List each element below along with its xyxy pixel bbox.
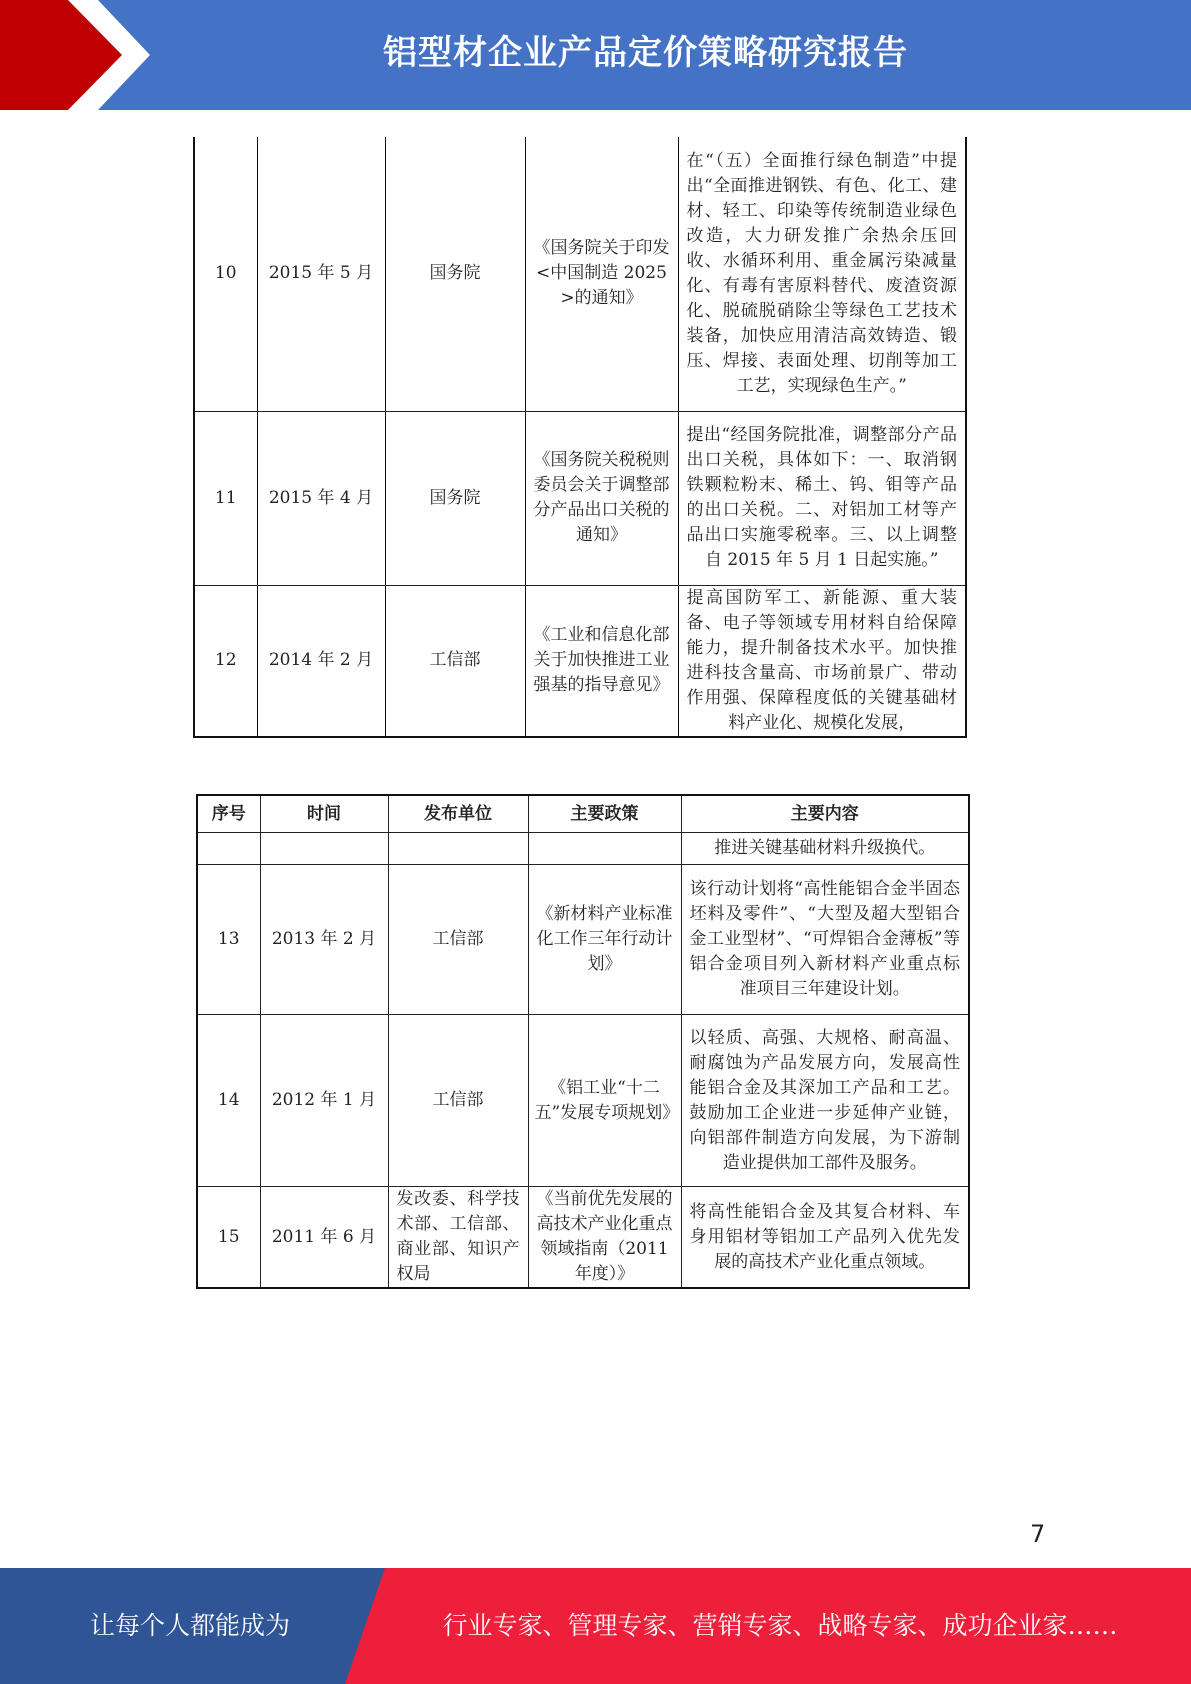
- header-number: 序号: [197, 795, 260, 833]
- table-row: [197, 833, 969, 865]
- row-date: 2014 年 2 月: [257, 585, 385, 737]
- row-dept: 国务院: [385, 137, 525, 411]
- row-content: 提高国防军工、新能源、重大装备、电子等领域专用材料自给保障能力，提升制备技术水平。加快推进科技含量高、市场前景广、带动作用强、保障程度低的关键基础材料产业化、规模化发展，: [678, 585, 966, 737]
- row-policy: 《当前优先发展的高技术产业化重点领域指南（2011 年度）》: [528, 1187, 681, 1289]
- row-policy: 《国务院关于印发<中国制造 2025>的通知》: [525, 137, 678, 411]
- header-band: [0, 0, 1191, 110]
- row-date: [260, 833, 388, 865]
- footer-slogan-right: 行业专家、管理专家、营销专家、战略专家、成功企业家……: [442, 1611, 1118, 1640]
- table-row: [197, 1015, 969, 1187]
- table-header-row: [197, 795, 969, 833]
- row-number: 11: [194, 411, 257, 585]
- page-number: 7: [1030, 1520, 1046, 1548]
- row-content: 该行动计划将“高性能铝合金半固态坯料及零件”、“大型及超大型铝合金工业型材”、“可焊铝合金薄板”等铝合金项目列入新材料产业重点标准项目三年建设计划。: [681, 865, 969, 1015]
- row-date: 2015 年 4 月: [257, 411, 385, 585]
- report-title: 铝型材企业产品定价策略研究报告: [383, 33, 908, 73]
- row-dept: [388, 833, 528, 865]
- table-row: [194, 411, 966, 585]
- table-row: [197, 865, 969, 1015]
- row-dept: 发改委、科学技术部、工信部、商业部、知识产权局: [388, 1187, 528, 1289]
- row-dept: 工信部: [385, 585, 525, 737]
- row-content: 推进关键基础材料升级换代。: [681, 833, 969, 865]
- row-date: 2012 年 1 月: [260, 1015, 388, 1187]
- row-number: 10: [194, 137, 257, 411]
- row-dept: 国务院: [385, 411, 525, 585]
- table-row: [194, 137, 966, 411]
- row-policy: 《工业和信息化部关于加快推进工业强基的指导意见》: [525, 585, 678, 737]
- row-content: 将高性能铝合金及其复合材料、车身用铝材等铝加工产品列入优先发展的高技术产业化重点领域。: [681, 1187, 969, 1289]
- row-dept: 工信部: [388, 865, 528, 1015]
- row-policy: 《新材料产业标准化工作三年行动计划》: [528, 865, 681, 1015]
- header-content: 主要内容: [681, 795, 969, 833]
- row-policy: 《国务院关税税则委员会关于调整部分产品出口关税的通知》: [525, 411, 678, 585]
- table-row: [197, 1187, 969, 1289]
- header-date: 时间: [260, 795, 388, 833]
- row-policy: [528, 833, 681, 865]
- row-date: 2015 年 5 月: [257, 137, 385, 411]
- row-dept: 工信部: [388, 1015, 528, 1187]
- row-content: 提出“经国务院批准，调整部分产品出口关税，具体如下：一、取消钢铁颗粒粉末、稀土、钨、钼等产品的出口关税。二、对铝加工材等产品出口实施零税率。三、以上调整自 2015 年 5 月 1 日起实施。”: [678, 411, 966, 585]
- policy-table: [196, 794, 970, 1289]
- row-number: 15: [197, 1187, 260, 1289]
- row-number: 12: [194, 585, 257, 737]
- row-content: 以轻质、高强、大规格、耐高温、耐腐蚀为产品发展方向，发展高性能铝合金及其深加工产品和工艺。鼓励加工企业进一步延伸产业链，向铝部件制造方向发展，为下游制造业提供加工部件及服务。: [681, 1015, 969, 1187]
- row-date: 2013 年 2 月: [260, 865, 388, 1015]
- policy-table-continued: [193, 137, 967, 738]
- table-row: [194, 585, 966, 737]
- footer-slogan-left: 让每个人都能成为: [89, 1611, 290, 1640]
- header-dept: 发布单位: [388, 795, 528, 833]
- row-policy: 《铝工业“十二五”发展专项规划》: [528, 1015, 681, 1187]
- row-content: 在“（五）全面推行绿色制造”中提出“全面推进钢铁、有色、化工、建材、轻工、印染等传统制造业绿色改造，大力研发推广余热余压回收、水循环利用、重金属污染减量化、有毒有害原料替代、废渣资源化、脱硫脱硝除尘等绿色工艺技术装备，加快应用清洁高效铸造、锻压、焊接、表面处理、切削等加工工艺，实现绿色生产。”: [678, 137, 966, 411]
- row-date: 2011 年 6 月: [260, 1187, 388, 1289]
- header-policy: 主要政策: [528, 795, 681, 833]
- row-number: 14: [197, 1015, 260, 1187]
- row-number: [197, 833, 260, 865]
- footer-band: [0, 1568, 1191, 1684]
- row-number: 13: [197, 865, 260, 1015]
